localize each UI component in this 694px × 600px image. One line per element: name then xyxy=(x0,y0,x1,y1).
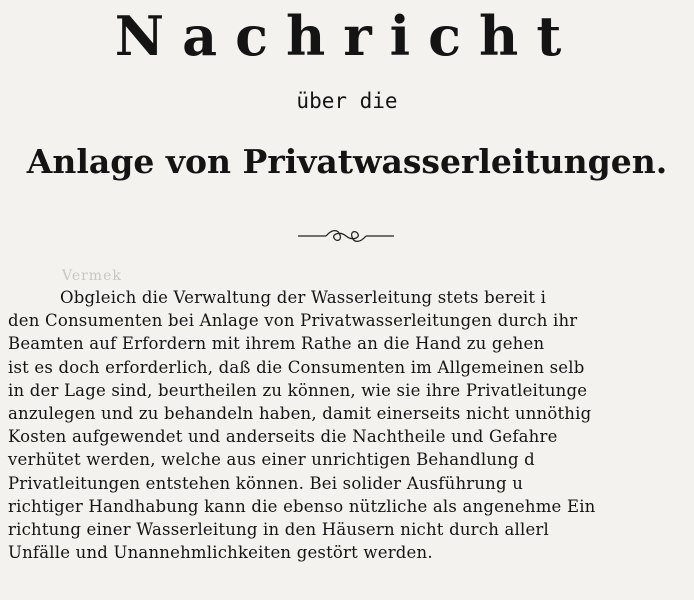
paragraph-line: verhütet werden, welche aus einer unrichtigen Behandlung d xyxy=(8,450,535,470)
paragraph-line: den Consumenten bei Anlage von Privatwasserleitungen durch ihr xyxy=(8,311,578,331)
subtitle: über die xyxy=(296,89,398,113)
paragraph-line: Unfälle und Unannehmlichkeiten gestört werden. xyxy=(8,543,433,563)
body-paragraph xyxy=(8,286,694,564)
paragraph-line: Kosten aufgewendet und anderseits die Nachtheile und Gefahre xyxy=(8,427,558,447)
paragraph-line: Privatleitungen entstehen können. Bei solider Ausführung u xyxy=(8,473,524,493)
paragraph-line: richtiger Handhabung kann die ebenso nützliche als angenehme Ein xyxy=(8,496,596,516)
paragraph-line: Beamten auf Erfordern mit ihrem Rathe an die Hand zu gehen xyxy=(8,334,545,354)
decorative-flourish-icon xyxy=(296,226,396,246)
paragraph-line: anzulegen und zu behandeln haben, damit einerseits nicht unnöthig xyxy=(8,404,592,424)
paragraph-line: in der Lage sind, beurtheilen zu können, wie sie ihre Privatleitunge xyxy=(8,380,588,400)
paragraph-line: ist es doch erforderlich, daß die Consumenten im Allgemeinen selb xyxy=(8,357,585,377)
section-heading: Anlage von Privatwasserleitungen. xyxy=(26,142,668,181)
page-title: Nachricht xyxy=(114,4,580,68)
faded-bleedthrough-text: Vermek xyxy=(62,268,122,284)
paragraph-line: richtung einer Wasserleitung in den Häusern nicht durch allerl xyxy=(8,520,549,540)
paragraph-line: Obgleich die Verwaltung der Wasserleitung stets bereit i xyxy=(60,288,547,307)
